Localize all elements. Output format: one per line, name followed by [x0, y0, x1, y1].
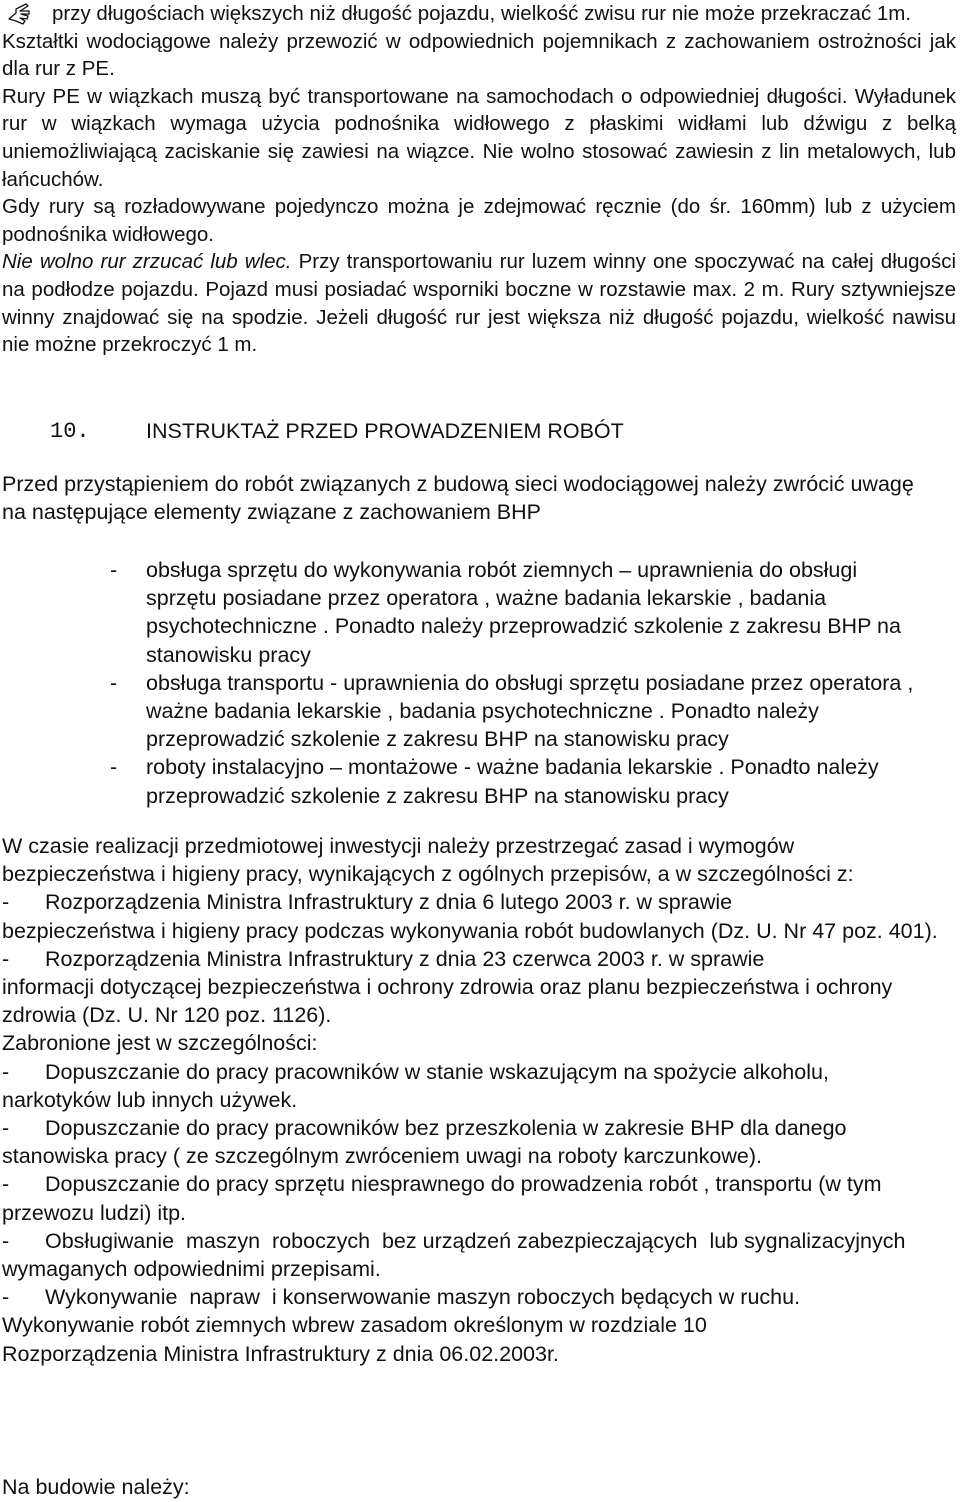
regulation-2-rest: informacji dotyczącej bezpieczeństwa i ochrony zdrowia oraz planu bezpieczeństwa i ochrony [2, 975, 893, 1000]
list-item [110, 556, 930, 669]
forbidden-item: - Dopuszczanie do pracy pracowników w stanie wskazującym na spożycie alkoholu, narkotyków lub innych używek. [2, 1059, 835, 1112]
unloading-paragraph: Gdy rury są rozładowywane pojedynczo można je zdejmować ręcznie (do śr. 160mm) lub z użyciem podnośnika widłowego. [2, 195, 956, 246]
warning-italic: Nie wolno rur zrzucać lub wlec. [2, 250, 292, 274]
bundles-paragraph: Rury PE w wiązkach muszą być transportowane na samochodach o odpowiedniej długości. Wyładunek rur w wiązkach wymaga użycia podnośnika widłowego z płaskimi widłami lub dźwigu z belką uniemożliwiającą zaciskanie się zawiesi na wiązce. Nie wolno stosować zawiesin z lin metalowych, lub łańcuchów. [2, 84, 956, 191]
bhp-requirements-list [110, 556, 930, 810]
forbidden-item-line1: Wykonywanie robót ziemnych wbrew zasadom określonym w rozdziale 10 [2, 1313, 707, 1338]
regulation-2-lead: - Rozporządzenia Ministra Infrastruktury z dnia 23 czerwca 2003 r. w sprawie [2, 946, 765, 971]
forbidden-item: - Wykonywanie napraw i konserwowanie maszyn roboczych będących w ruchu. [2, 1285, 801, 1310]
list-item-text: roboty instalacyjno – montażowe - ważne badania lekarskie . Ponadto należy przeprowadzić szkolenie z zakresu BHP na stanowisku pracy [146, 755, 879, 808]
forbidden-item: - Dopuszczanie do pracy sprzętu niesprawnego do prowadzenia robót , transportu (w tym przewozu ludzi) itp. [2, 1172, 888, 1225]
forbidden-item-line2: Rozporządzenia Ministra Infrastruktury z dnia 06.02.2003r. [2, 1341, 559, 1366]
regulation-1-rest: bezpieczeństwa i higieny pracy podczas wykonywania robót budowlanych (Dz. U. Nr 47 poz. 401). [2, 918, 938, 943]
intro-paragraph: Przed przystąpieniem do robót związanych z budową sieci wodociągowej należy zwrócić uwagę na następujące elementy związane z zachowaniem BHP [2, 472, 914, 525]
pointing-hand-icon [6, 1, 32, 27]
loose-transport-paragraph [2, 248, 956, 358]
transport-section [2, 0, 956, 359]
bullet-text: przy długościach większych niż długość pojazdu, wielkość zwisu rur nie może przekraczać 1m. [52, 2, 912, 25]
dash-marker: - [110, 755, 118, 780]
section-heading [50, 418, 950, 448]
list-item-text: obsługa transportu - uprawnienia do obsługi sprzętu posiadane przez operatora , ważne badania lekarskie , badania psychotechniczne . Ponadto należy przeprowadzić szkolenie z zakresu BHP na stanowisku pracy [146, 670, 914, 752]
loose-transport-text: Przy transportowaniu rur luzem winny one spoczywać na całej długości na podłodze pojazdu. Pojazd musi posiadać wsporniki boczne w rozstawie max. 2 m. Rury sztywniejsze winny znajdować się na spodzie. Jeżeli długość rur jest większa niż długość pojazdu, wielkość nawisu nie możne przekroczyć 1 m. [2, 250, 957, 357]
bullet-paragraph [2, 0, 956, 28]
forbidden-item: - Dopuszczanie do pracy pracowników bez przeszkolenia w zakresie BHP dla danego stanowiska pracy ( ze szczególnym zwróceniem uwagi na roboty karczunkowe). [2, 1116, 853, 1169]
list-item-text: obsługa sprzętu do wykonywania robót ziemnych – uprawnienia do obsługi sprzętu posiadane przez operatora , ważne badania lekarskie , badania psychotechniczne . Ponadto należy przeprowadzić szkolenie z zakresu BHP na stanowisku pracy [146, 558, 901, 667]
fittings-paragraph: Kształtki wodociągowe należy przewozić w odpowiednich pojemnikach z zachowaniem ostrożności jak dla rur z PE. [2, 29, 956, 81]
section-title: INSTRUKTAŻ PRZED PROWADZENIEM ROBÓT [146, 419, 624, 443]
dash-marker: - [110, 558, 118, 582]
section-number: 10. [50, 419, 90, 444]
regulation-1-lead: - Rozporządzenia Ministra Infrastruktury z dnia 6 lutego 2003 r. w sprawie [2, 890, 733, 915]
list-item [110, 669, 930, 754]
list-item [110, 753, 930, 809]
forbidden-heading: Zabronione jest w szczególności: [2, 1031, 318, 1056]
regulation-2-tail: zdrowia (Dz. U. Nr 120 poz. 1126). [2, 1003, 332, 1028]
regulations-intro: W czasie realizacji przedmiotowej inwestycji należy przestrzegać zasad i wymogów bezpieczeństwa i higieny pracy, wynikających z ogólnych przepisów, a w szczególności z: [2, 834, 854, 887]
dash-marker: - [110, 670, 118, 695]
forbidden-item: - Obsługiwanie maszyn roboczych bez urządzeń zabezpieczających lub sygnalizacyjnych wymaganych odpowiednimi przepisami. [2, 1228, 912, 1282]
regulations-section [2, 832, 942, 1368]
closing-heading: Na budowie należy: [2, 1475, 190, 1499]
